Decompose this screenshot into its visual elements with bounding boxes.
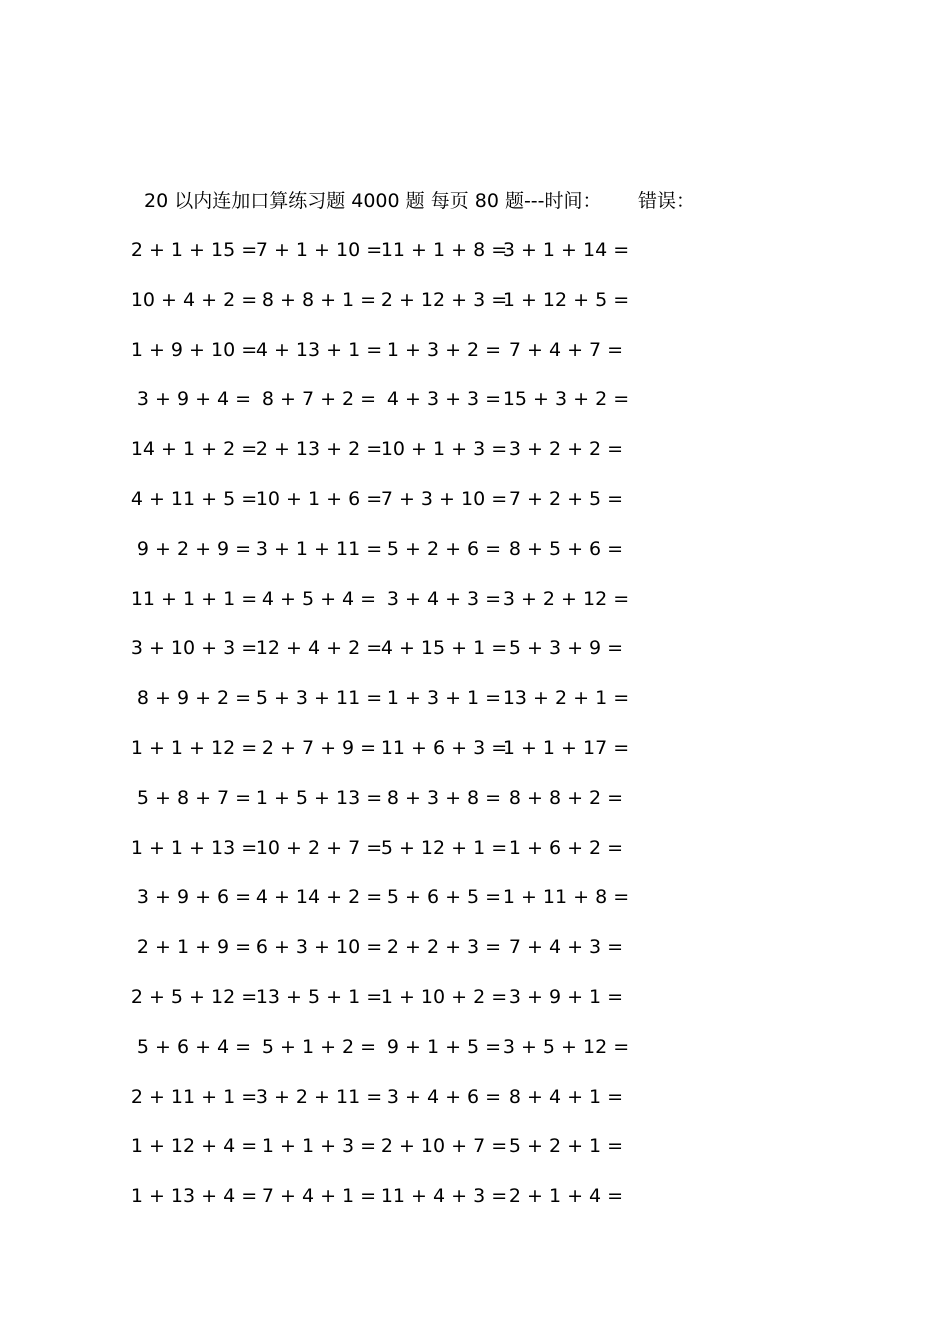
problem-item: 7 + 4 + 7 =: [508, 338, 624, 361]
problem-item: 4 + 15 + 1 =: [380, 637, 508, 660]
problem-item: 7 + 4 + 1 =: [261, 1185, 377, 1208]
problem-item: 7 + 3 + 10 =: [380, 487, 508, 510]
problem-item: 3 + 2 + 2 =: [508, 438, 624, 461]
errors-label: 错误：: [638, 190, 696, 212]
problem-item: 1 + 1 + 13 =: [130, 836, 258, 859]
problem-item: 8 + 3 + 8 =: [386, 786, 502, 809]
problem-row: [0, 1131, 950, 1181]
problem-item: 1 + 3 + 2 =: [386, 338, 502, 361]
problem-item: 2 + 1 + 15 =: [130, 239, 258, 261]
problem-item: 2 + 7 + 9 =: [261, 736, 377, 759]
problem-item: 3 + 4 + 3 =: [386, 587, 502, 610]
problem-item: 8 + 8 + 1 =: [261, 288, 377, 311]
problem-item: 8 + 7 + 2 =: [261, 388, 377, 411]
problem-item: 2 + 13 + 2 =: [255, 438, 383, 461]
problem-item: 10 + 1 + 3 =: [380, 438, 508, 461]
problem-row: [0, 882, 950, 932]
problem-item: 5 + 6 + 4 =: [136, 1035, 252, 1058]
problem-row: [0, 1032, 950, 1082]
problem-item: 8 + 8 + 2 =: [508, 786, 624, 809]
problem-item: 3 + 2 + 11 =: [255, 1085, 383, 1108]
problem-item: 6 + 3 + 10 =: [255, 936, 383, 959]
problem-item: 10 + 4 + 2 =: [130, 288, 258, 311]
problem-row: [0, 484, 950, 534]
problem-item: 5 + 2 + 1 =: [508, 1135, 624, 1158]
problem-item: 2 + 10 + 7 =: [380, 1135, 508, 1158]
problem-item: 3 + 9 + 1 =: [508, 985, 624, 1008]
problem-item: 5 + 1 + 2 =: [261, 1035, 377, 1058]
problem-item: 1 + 12 + 5 =: [502, 288, 630, 311]
worksheet-header: [144, 186, 696, 216]
problem-item: 3 + 9 + 4 =: [136, 388, 252, 411]
problem-item: 9 + 2 + 9 =: [136, 537, 252, 560]
problem-item: 8 + 9 + 2 =: [136, 687, 252, 710]
problem-item: 2 + 12 + 3 =: [380, 288, 508, 311]
problem-item: 10 + 1 + 6 =: [255, 487, 383, 510]
problem-item: 2 + 5 + 12 =: [130, 985, 258, 1008]
problem-item: 7 + 2 + 5 =: [508, 487, 624, 510]
problem-item: 1 + 5 + 13 =: [255, 786, 383, 809]
problem-item: 1 + 1 + 12 =: [130, 736, 258, 759]
problem-item: 1 + 11 + 8 =: [502, 886, 630, 909]
problem-item: 3 + 9 + 6 =: [136, 886, 252, 909]
problem-row: [0, 235, 950, 285]
problem-item: 5 + 2 + 6 =: [386, 537, 502, 560]
problem-row: [0, 434, 950, 484]
problem-item: 4 + 14 + 2 =: [255, 886, 383, 909]
problem-row: [0, 982, 950, 1032]
problem-row: [0, 584, 950, 634]
problem-row: [0, 633, 950, 683]
worksheet-title: 20 以内连加口算练习题 4000 题 每页 80 题---时间：: [144, 190, 602, 212]
problem-item: 1 + 1 + 17 =: [502, 736, 630, 759]
problem-item: 2 + 1 + 9 =: [136, 936, 252, 959]
problem-item: 12 + 4 + 2 =: [255, 637, 383, 660]
problem-item: 7 + 4 + 3 =: [508, 936, 624, 959]
problem-row: [0, 1082, 950, 1132]
problem-item: 1 + 10 + 2 =: [380, 985, 508, 1008]
problem-item: 2 + 11 + 1 =: [130, 1085, 258, 1108]
problem-item: 11 + 1 + 1 =: [130, 587, 258, 610]
problem-item: 1 + 12 + 4 =: [130, 1135, 258, 1158]
problem-item: 1 + 13 + 4 =: [130, 1185, 258, 1208]
problem-item: 15 + 3 + 2 =: [502, 388, 630, 411]
problem-item: 5 + 3 + 9 =: [508, 637, 624, 660]
problem-item: 3 + 2 + 12 =: [502, 587, 630, 610]
problem-item: 1 + 3 + 1 =: [386, 687, 502, 710]
problem-item: 5 + 6 + 5 =: [386, 886, 502, 909]
problem-item: 4 + 3 + 3 =: [386, 388, 502, 411]
problem-item: 9 + 1 + 5 =: [386, 1035, 502, 1058]
problem-item: 1 + 9 + 10 =: [130, 338, 258, 361]
problem-row: [0, 833, 950, 883]
problem-row: [0, 1181, 950, 1231]
problem-item: 3 + 10 + 3 =: [130, 637, 258, 660]
problem-row: [0, 683, 950, 733]
problem-row: [0, 335, 950, 385]
problem-item: 3 + 1 + 14 =: [502, 239, 630, 261]
problem-item: 3 + 5 + 12 =: [502, 1035, 630, 1058]
problem-item: 2 + 2 + 3 =: [386, 936, 502, 959]
problem-item: 13 + 2 + 1 =: [502, 687, 630, 710]
problem-item: 4 + 13 + 1 =: [255, 338, 383, 361]
problem-item: 11 + 4 + 3 =: [380, 1185, 508, 1208]
problem-row: [0, 932, 950, 982]
problem-item: 5 + 8 + 7 =: [136, 786, 252, 809]
problem-item: 2 + 1 + 4 =: [508, 1185, 624, 1208]
problem-row: [0, 384, 950, 434]
problem-row: [0, 534, 950, 584]
problem-item: 10 + 2 + 7 =: [255, 836, 383, 859]
problem-item: 1 + 6 + 2 =: [508, 836, 624, 859]
problem-item: 7 + 1 + 10 =: [255, 239, 383, 261]
problem-row: [0, 783, 950, 833]
problem-item: 5 + 12 + 1 =: [380, 836, 508, 859]
problem-item: 8 + 5 + 6 =: [508, 537, 624, 560]
problem-row: [0, 285, 950, 335]
problem-item: 11 + 1 + 8 =: [380, 239, 508, 261]
problem-item: 3 + 1 + 11 =: [255, 537, 383, 560]
problem-item: 14 + 1 + 2 =: [130, 438, 258, 461]
problem-item: 13 + 5 + 1 =: [255, 985, 383, 1008]
problem-item: 5 + 3 + 11 =: [255, 687, 383, 710]
problem-grid: [0, 235, 950, 1231]
problem-item: 3 + 4 + 6 =: [386, 1085, 502, 1108]
problem-item: 4 + 11 + 5 =: [130, 487, 258, 510]
problem-item: 4 + 5 + 4 =: [261, 587, 377, 610]
problem-item: 8 + 4 + 1 =: [508, 1085, 624, 1108]
problem-item: 1 + 1 + 3 =: [261, 1135, 377, 1158]
problem-item: 11 + 6 + 3 =: [380, 736, 508, 759]
problem-row: [0, 733, 950, 783]
